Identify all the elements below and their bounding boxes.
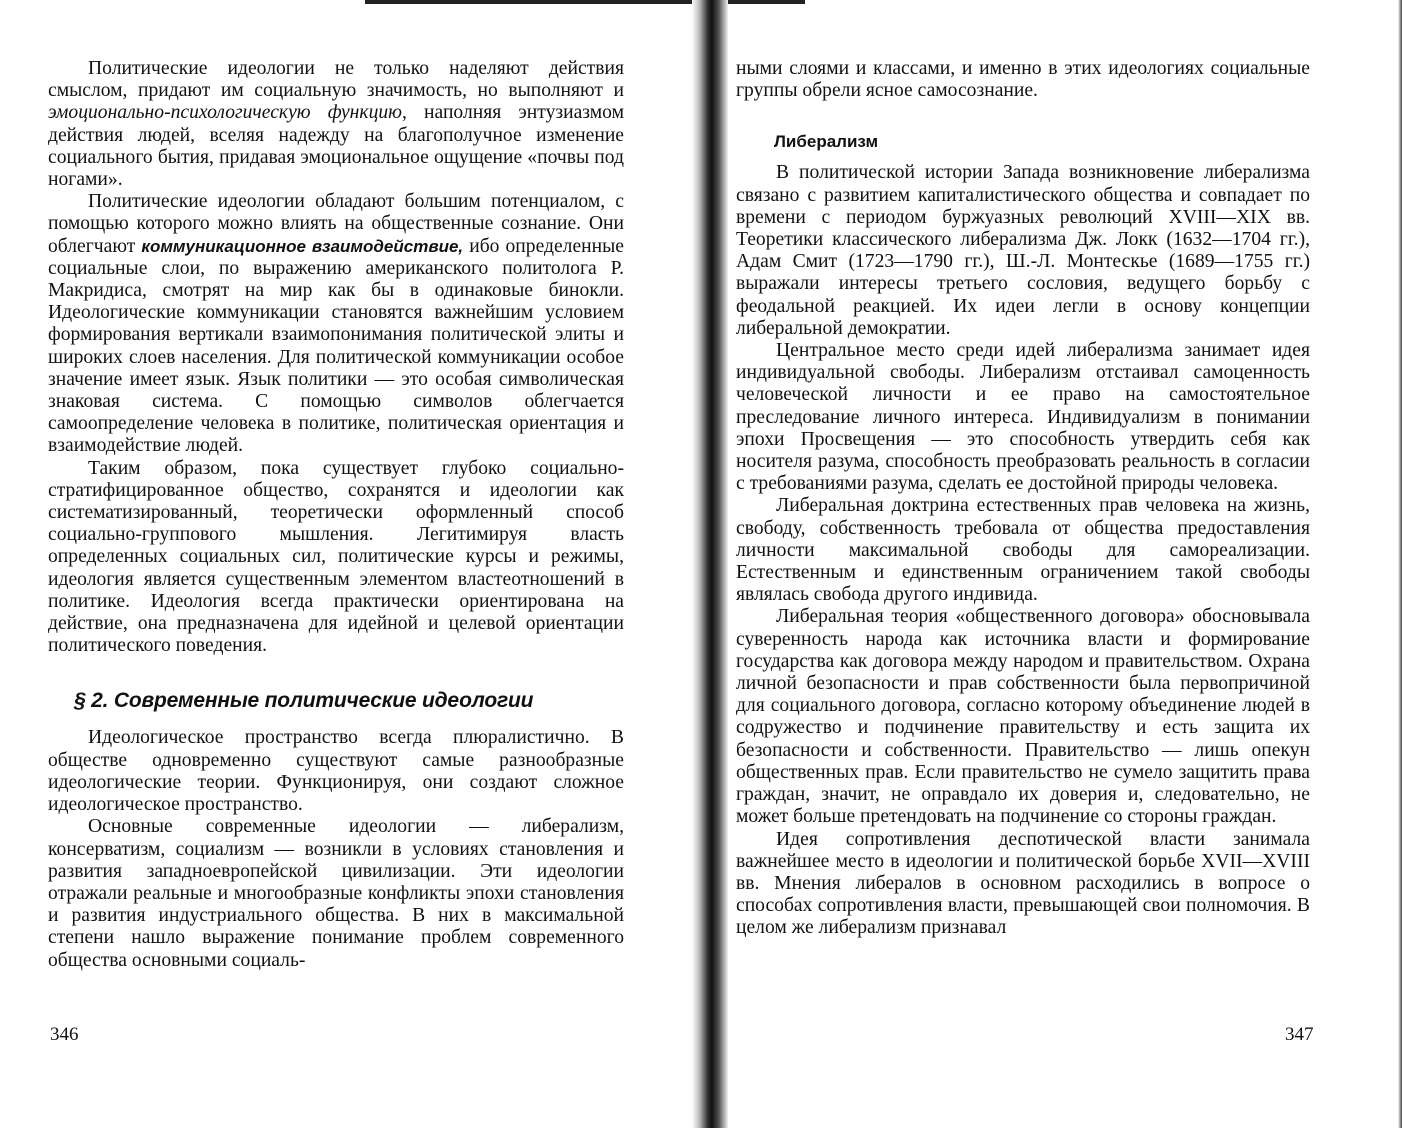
paragraph xyxy=(48,191,624,457)
book-spine-shadow xyxy=(692,0,728,1128)
paragraph: Основные современные идеологии — либерализм, консерватизм, социализм — возникли в условиях становления и развития западноевропейской цивилизации. Эти идеологии отражали реальные и многообразные конфликты эпохи становления и развития индустриального общества. В них в максимальной степени нашло выражение понимание проблем современного общества основными социаль- xyxy=(48,816,624,971)
paragraph-text: ибо определенные социальные слои, по выражению американского политолога Р. Макридиса, смотрят на мир как бы в одинаковые бинокли. Идеологические коммуникации становятся важнейшим условием формирования вертикали взаимопонимания политической элиты и широких слоев населения. Для политической коммуникации особое значение имеет язык. Язык политики — это особая символическая знаковая система. С помощью символов облегчается самоопределение человека в политике, политическая ориентация и взаимодействие людей. xyxy=(48,235,624,457)
paragraph: Центральное место среди идей либерализма занимает идея индивидуальной свободы. Либерализм отстаивал самоценность человеческой личности и ее право на самостоятельное преследование личного интереса. Индивидуализм в понимании эпохи Просвещения — это способность утвердить себя как носителя разума, способность преобразовать реальность в согласии с требованиями разума, сделать ее достойной природы человека. xyxy=(736,340,1310,495)
paragraph xyxy=(48,58,624,191)
paragraph: Либеральная доктрина естественных прав человека на жизнь, свободу, собственность требовала от общества предоставления личности максимальной свободы для самореализации. Естественным и единственным ограничением такой свободы являлась свобода другого индивида. xyxy=(736,495,1310,606)
page-number: 346 xyxy=(50,1024,79,1045)
left-page-text xyxy=(48,58,624,972)
paragraph: Идеологическое пространство всегда плюралистично. В обществе одновременно существуют самые разнообразные идеологические теории. Функционируя, они создают сложное идеологическое пространство. xyxy=(48,727,624,816)
paragraph: Либеральная теория «общественного договора» обосновывала суверенность народа как источника власти и формирование государства как договора между народом и правительством. Охрана личной безопасности и прав собственности была первопричиной для социального договора, согласно которому объединение людей в содружество и подчинение правительству и есть защита их безопасности и собственности. Правительство — лишь опекун общественных прав. Если правительство не сумело защитить права граждан, значит, не оправдало их доверия и, следовательно, не может больше претендовать на подчинение со стороны граждан. xyxy=(736,606,1310,828)
emphasized-term: эмоционально-психологическую функцию xyxy=(48,102,402,124)
subsection-heading: Либерализм xyxy=(774,132,879,152)
paragraph: Таким образом, пока существует глубоко социально-стратифицированное общество, сохранятся и идеологии как систематизированный, теоретически оформленный способ социально-группового мышления. Легитимируя власть определенных социальных сил, политические курсы и режимы, идеология является существенным элементом властеотношений в политике. Идеология всегда практически ориентирована на действие, она предназначена для идейной и целевой ориентации политического поведения. xyxy=(48,457,624,657)
right-page xyxy=(728,0,1402,1128)
paragraph: В политической истории Запада возникновение либерализма связано с развитием капиталистического общества и совпадает по времени с периодом буржуазных революций XVIII—XIX вв. Теоретики классического либерализма Дж. Локк (1632—1704 гг.), Адам Смит (1723—1790 гг.), Ш.-Л. Монтескье (1689—1755 гг.) выражали интересы третьего сословия, ведущего борьбу с феодальной реакцией. Их идеи легли в основу концепции либеральной демократии. xyxy=(736,162,1310,339)
emphasized-term: коммуникационное взаимодействие, xyxy=(141,236,464,256)
paragraph: Идея сопротивления деспотической власти занимала важнейшее место в идеологии и политической борьбе XVII—XVIII вв. Мнения либералов в основном расходились в вопросе о способах сопротивления власти, превышающей свои полномочия. В целом же либерализм признавал xyxy=(736,828,1310,939)
paragraph: ными слоями и классами, и именно в этих идеологиях социальные группы обрели ясное самосознание. xyxy=(736,58,1310,102)
right-page-text xyxy=(736,58,1310,940)
paragraph-text: Политические идеологии не только наделяют действия смыслом, придают им социальную значимость, но выполняют и xyxy=(48,58,624,102)
paragraph-text: , наполняя энтузиазмом действия людей, вселяя надежду на благополучное изменение социального бытия, придавая эмоциональное ощущение «почвы под ногами». xyxy=(48,102,624,191)
paragraph-text: Политические идеологии обладают большим потенциалом, с помощью которого можно влиять на общественные сознание. Они облегчают xyxy=(48,191,624,257)
page-number: 347 xyxy=(1285,1024,1314,1045)
left-page xyxy=(0,0,690,1128)
section-heading: § 2. Современные политические идеологии xyxy=(74,689,534,713)
